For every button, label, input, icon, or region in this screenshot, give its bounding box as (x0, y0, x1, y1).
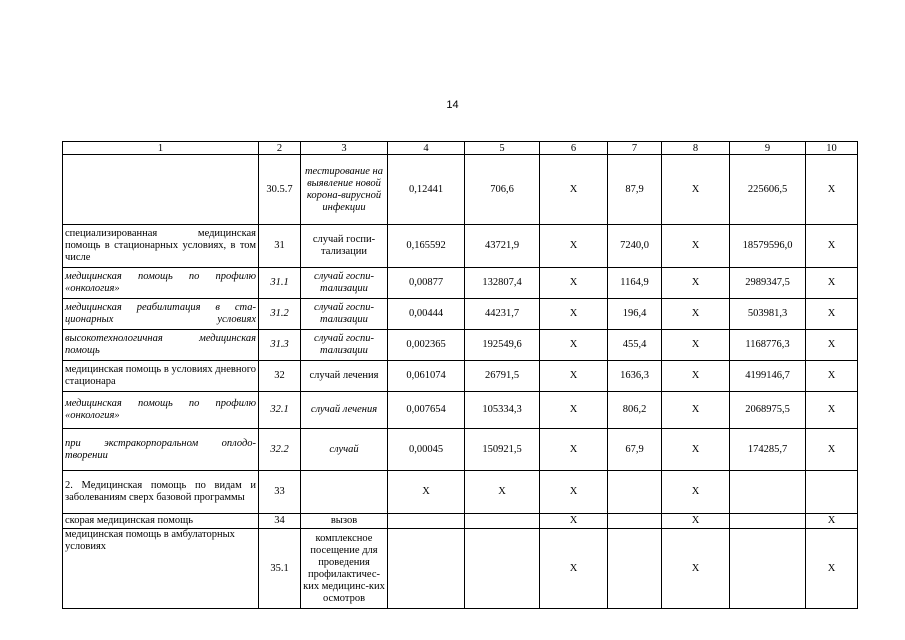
row-value (465, 529, 540, 609)
row-code: 31.2 (259, 299, 301, 330)
table-row (63, 429, 858, 471)
row-value: 43721,9 (465, 225, 540, 268)
row-value: 44231,7 (465, 299, 540, 330)
row-unit: случай госпи-тализации (301, 330, 388, 361)
row-value: 0,00045 (388, 429, 465, 471)
table-row (63, 392, 858, 429)
row-name (63, 155, 259, 225)
row-name: медицинская помощь по профилю «онкология» (63, 392, 259, 429)
row-code: 31 (259, 225, 301, 268)
row-value: 0,007654 (388, 392, 465, 429)
row-code: 34 (259, 514, 301, 529)
row-value: 806,2 (608, 392, 662, 429)
row-value: 1164,9 (608, 268, 662, 299)
table-row (63, 330, 858, 361)
row-code: 31.3 (259, 330, 301, 361)
row-value: 105334,3 (465, 392, 540, 429)
row-value: X (662, 299, 730, 330)
header-cell: 3 (301, 142, 388, 155)
row-value: 503981,3 (730, 299, 806, 330)
row-value: 1636,3 (608, 361, 662, 392)
row-value: X (465, 471, 540, 514)
row-unit: комплексное посещение для проведения профилактичес-ких медицинс-ких осмотров (301, 529, 388, 609)
header-row (63, 142, 858, 155)
row-value (388, 529, 465, 609)
row-value (730, 471, 806, 514)
row-code: 31.1 (259, 268, 301, 299)
row-value: 0,165592 (388, 225, 465, 268)
row-name: специализированная медицинская помощь в стационарных условиях, в том числе (63, 225, 259, 268)
row-value: X (806, 155, 858, 225)
header-cell: 10 (806, 142, 858, 155)
row-value: 0,061074 (388, 361, 465, 392)
row-value: X (806, 529, 858, 609)
row-value: 87,9 (608, 155, 662, 225)
row-code: 32 (259, 361, 301, 392)
row-value: X (806, 268, 858, 299)
table-row (63, 155, 858, 225)
header-cell: 4 (388, 142, 465, 155)
row-unit: случай госпи-тализации (301, 299, 388, 330)
row-value: X (662, 155, 730, 225)
row-value: 174285,7 (730, 429, 806, 471)
header-cell: 7 (608, 142, 662, 155)
header-cell: 1 (63, 142, 259, 155)
row-value: X (540, 361, 608, 392)
row-value: X (540, 529, 608, 609)
row-value: 26791,5 (465, 361, 540, 392)
row-name: медицинская помощь в амбулаторных условиях (63, 529, 259, 609)
row-unit: случай госпи-тализации (301, 268, 388, 299)
row-value: X (806, 299, 858, 330)
table-row (63, 299, 858, 330)
row-value: X (540, 299, 608, 330)
data-table (62, 141, 858, 609)
row-value: 18579596,0 (730, 225, 806, 268)
row-value: 225606,5 (730, 155, 806, 225)
row-value: X (806, 361, 858, 392)
row-name: скорая медицинская помощь (63, 514, 259, 529)
row-name: медицинская помощь в условиях дневного стационара (63, 361, 259, 392)
row-value: 0,002365 (388, 330, 465, 361)
table-row (63, 529, 858, 609)
row-name: при экстракорпоральном оплодо-творении (63, 429, 259, 471)
row-value: 150921,5 (465, 429, 540, 471)
row-name: высокотехнологичная медицинская помощь (63, 330, 259, 361)
table-row (63, 268, 858, 299)
row-code: 32.1 (259, 392, 301, 429)
row-code: 30.5.7 (259, 155, 301, 225)
row-value: 192549,6 (465, 330, 540, 361)
row-value: X (662, 392, 730, 429)
row-name: 2. Медицинская помощь по видам и заболеваниям сверх базовой программы (63, 471, 259, 514)
row-value: X (540, 225, 608, 268)
row-unit: случай госпи-тализации (301, 225, 388, 268)
table-row (63, 471, 858, 514)
row-value: 0,00877 (388, 268, 465, 299)
header-cell: 6 (540, 142, 608, 155)
row-value: X (540, 429, 608, 471)
row-value: X (806, 330, 858, 361)
row-value: X (540, 330, 608, 361)
table-row (63, 514, 858, 529)
row-value: X (806, 429, 858, 471)
page-number: 14 (446, 99, 459, 111)
row-value: X (662, 361, 730, 392)
row-value: X (662, 471, 730, 514)
row-unit: вызов (301, 514, 388, 529)
header-cell: 9 (730, 142, 806, 155)
row-value: X (806, 514, 858, 529)
row-value: X (662, 268, 730, 299)
row-value: X (662, 429, 730, 471)
row-value (608, 471, 662, 514)
row-value: 0,00444 (388, 299, 465, 330)
row-value: 2068975,5 (730, 392, 806, 429)
row-value: 67,9 (608, 429, 662, 471)
row-unit: тестирование на выявление новой корона-вирусной инфекции (301, 155, 388, 225)
row-value: X (540, 471, 608, 514)
row-value: X (540, 392, 608, 429)
row-value: 196,4 (608, 299, 662, 330)
row-value: 7240,0 (608, 225, 662, 268)
row-value (730, 514, 806, 529)
row-code: 35.1 (259, 529, 301, 609)
row-unit: случай лечения (301, 392, 388, 429)
header-cell: 2 (259, 142, 301, 155)
row-value: 4199146,7 (730, 361, 806, 392)
row-value (608, 514, 662, 529)
row-value: X (662, 330, 730, 361)
row-name: медицинская помощь по профилю «онкология» (63, 268, 259, 299)
row-code: 32.2 (259, 429, 301, 471)
row-value: X (662, 514, 730, 529)
row-value: X (540, 155, 608, 225)
header-cell: 5 (465, 142, 540, 155)
table-row (63, 225, 858, 268)
row-value: X (388, 471, 465, 514)
row-value: 0,12441 (388, 155, 465, 225)
row-value (730, 529, 806, 609)
row-value: X (806, 225, 858, 268)
row-value (465, 514, 540, 529)
header-cell: 8 (662, 142, 730, 155)
row-value: 1168776,3 (730, 330, 806, 361)
row-value: 455,4 (608, 330, 662, 361)
table-row (63, 361, 858, 392)
row-code: 33 (259, 471, 301, 514)
row-value (388, 514, 465, 529)
row-value: X (540, 514, 608, 529)
row-unit: случай лечения (301, 361, 388, 392)
row-value: X (540, 268, 608, 299)
row-unit: случай (301, 429, 388, 471)
row-value (806, 471, 858, 514)
row-unit (301, 471, 388, 514)
row-value: 132807,4 (465, 268, 540, 299)
row-name: медицинская реабилитация в ста-ционарных условиях (63, 299, 259, 330)
row-value: 706,6 (465, 155, 540, 225)
row-value: X (806, 392, 858, 429)
row-value: X (662, 529, 730, 609)
row-value: 2989347,5 (730, 268, 806, 299)
row-value (608, 529, 662, 609)
row-value: X (662, 225, 730, 268)
